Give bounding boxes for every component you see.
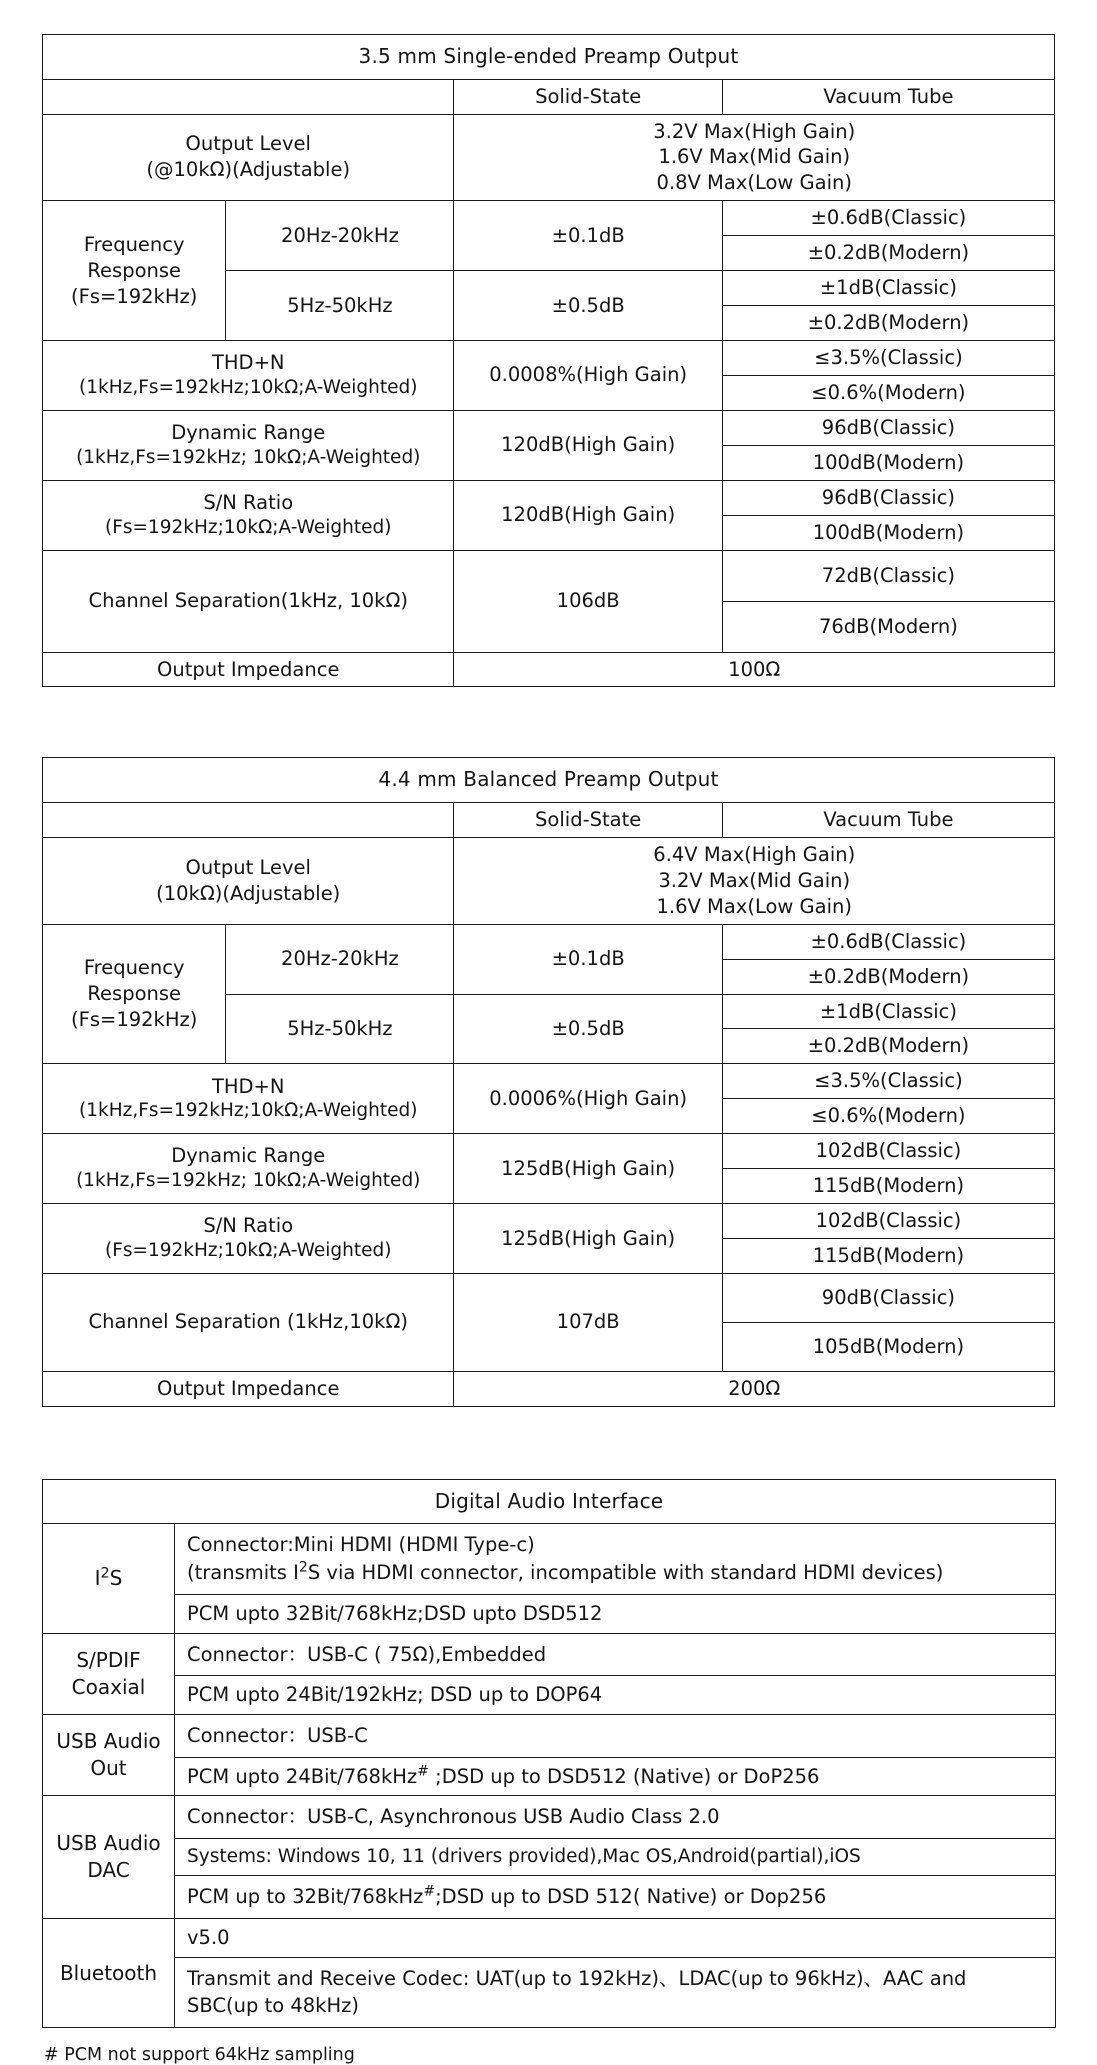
thdn-tube-classic: ≤3.5%(Classic) (722, 1064, 1054, 1099)
thdn-tube-modern: ≤0.6%(Modern) (722, 375, 1054, 410)
usb-audio-out-formats-superscript: # (417, 1763, 429, 1780)
output-level-low-gain: 1.6V Max(Low Gain) (656, 894, 852, 918)
channel-separation-tube-modern: 76dB(Modern) (722, 601, 1054, 652)
sn-ratio-tube-modern: 100dB(Modern) (722, 515, 1054, 550)
usb-audio-dac-connector: Connector：USB-C, Asynchronous USB Audio Class 2.0 (175, 1796, 1056, 1839)
table-row-frequency-response-band1-classic (43, 201, 1055, 236)
spdif-label-line2: Coaxial (71, 1674, 146, 1699)
i2s-label-superscript: 2 (100, 1565, 110, 1582)
i2s-connector-line2-superscript: 2 (298, 1559, 308, 1576)
usb-audio-dac-formats-pre: PCM up to 32Bit/768kHz (187, 1885, 424, 1909)
sn-ratio-label-line1: S/N Ratio (203, 1214, 294, 1238)
table-row-channel-separation-classic (43, 1273, 1055, 1322)
frequency-response-label-line2: Response (87, 982, 182, 1006)
dynamic-range-solid-state: 120dB(High Gain) (454, 410, 722, 480)
table-row-thdn-classic (43, 340, 1055, 375)
usb-audio-dac-systems: Systems: Windows 10, 11 (drivers provided),Mac OS,Android(partial),iOS (175, 1838, 1056, 1875)
table-row-spdif-connector (43, 1633, 1056, 1676)
output-level-label-line1: Output Level (185, 855, 311, 879)
usb-audio-out-formats-pre: PCM upto 24Bit/768kHz (187, 1764, 418, 1788)
output-level-mid-gain: 1.6V Max(Mid Gain) (658, 145, 851, 169)
channel-separation-tube-modern: 105dB(Modern) (722, 1322, 1054, 1371)
bluetooth-codec-cell (175, 1957, 1056, 2027)
i2s-label-suffix: S (109, 1566, 123, 1591)
frequency-band-2-tube-classic: ±1dB(Classic) (722, 271, 1054, 306)
frequency-band-1: 20Hz-20kHz (226, 201, 454, 271)
row-label-output-level (43, 837, 454, 924)
column-header-vacuum-tube: Vacuum Tube (722, 803, 1054, 838)
dynamic-range-tube-modern: 115dB(Modern) (722, 1169, 1054, 1204)
row-label-sn-ratio (43, 1204, 454, 1274)
usb-audio-dac-label-line1: USB Audio (56, 1831, 161, 1856)
output-level-label-line2: (@10kΩ)(Adjustable) (146, 158, 351, 182)
sn-ratio-tube-modern: 115dB(Modern) (722, 1239, 1054, 1274)
table-row-usb-audio-out-formats (43, 1757, 1056, 1796)
table-row-output-impedance (43, 652, 1055, 687)
frequency-response-label-line3: (Fs=192kHz) (71, 1008, 198, 1031)
i2s-connector-cell (175, 1524, 1056, 1594)
i2s-formats: PCM upto 32Bit/768kHz;DSD upto DSD512 (175, 1594, 1056, 1633)
frequency-band-1-solid-state: ±0.1dB (454, 201, 722, 271)
table-balanced-preamp-output (42, 757, 1055, 1406)
table-single-ended-preamp-output (42, 34, 1055, 687)
frequency-band-2: 5Hz-50kHz (226, 994, 454, 1064)
frequency-band-2-solid-state: ±0.5dB (454, 271, 722, 341)
dynamic-range-label-line2: (1kHz,Fs=192kHz; 10kΩ;A-Weighted) (76, 446, 421, 468)
frequency-band-2-tube-modern: ±0.2dB(Modern) (722, 1029, 1054, 1064)
row-label-dynamic-range (43, 410, 454, 480)
output-level-high-gain: 6.4V Max(High Gain) (653, 842, 856, 866)
bluetooth-codec-line1: Transmit and Receive Codec: UAT(up to 192kHz)、LDAC(up to 96kHz)、AAC and (187, 1966, 967, 1990)
dynamic-range-tube-modern: 100dB(Modern) (722, 445, 1054, 480)
i2s-connector-line2-pre: (transmits I (187, 1561, 299, 1585)
bluetooth-version: v5.0 (175, 1918, 1056, 1957)
channel-separation-tube-classic: 72dB(Classic) (722, 550, 1054, 601)
usb-audio-dac-formats-superscript: # (423, 1883, 436, 1900)
frequency-band-2-solid-state: ±0.5dB (454, 994, 722, 1064)
column-header-vacuum-tube: Vacuum Tube (722, 79, 1054, 114)
output-level-values (454, 114, 1055, 201)
thdn-label-line2: (1kHz,Fs=192kHz;10kΩ;A-Weighted) (79, 377, 418, 399)
usb-audio-out-connector: Connector：USB-C (175, 1714, 1056, 1757)
table-row-spdif-formats (43, 1676, 1056, 1715)
sn-ratio-solid-state: 120dB(High Gain) (454, 480, 722, 550)
row-label-output-impedance: Output Impedance (43, 652, 454, 687)
bluetooth-codec-line2: SBC(up to 48kHz) (187, 1994, 359, 2018)
table-row-sn-ratio-classic (43, 480, 1055, 515)
row-label-usb-audio-dac (43, 1796, 175, 1919)
frequency-band-2-tube-classic: ±1dB(Classic) (722, 994, 1054, 1029)
table-row-output-level (43, 114, 1055, 201)
frequency-band-1-tube-classic: ±0.6dB(Classic) (722, 924, 1054, 959)
frequency-band-2: 5Hz-50kHz (226, 271, 454, 341)
table-row-channel-separation-classic (43, 550, 1055, 601)
section-spacer-1 (42, 687, 1061, 757)
table-title: 3.5 mm Single-ended Preamp Output (43, 35, 1055, 80)
usb-audio-out-label-line1: USB Audio (56, 1729, 161, 1754)
table-row-bluetooth-codec (43, 1957, 1056, 2027)
usb-audio-out-formats (175, 1757, 1056, 1796)
row-label-output-level (43, 114, 454, 201)
sn-ratio-label-line2: (Fs=192kHz;10kΩ;A-Weighted) (104, 1240, 392, 1262)
table-row-i2s-connector (43, 1524, 1056, 1594)
table-row-column-headers (43, 803, 1055, 838)
column-header-blank (43, 79, 454, 114)
i2s-connector-line1: Connector:Mini HDMI (HDMI Type-c) (187, 1533, 535, 1557)
frequency-band-1-tube-classic: ±0.6dB(Classic) (722, 201, 1054, 236)
frequency-response-label-line3: (Fs=192kHz) (71, 284, 198, 308)
table-row-frequency-response-band1-classic (43, 924, 1055, 959)
row-label-bluetooth: Bluetooth (43, 1918, 175, 2027)
row-label-spdif-coaxial (43, 1633, 175, 1714)
thdn-solid-state: 0.0006%(High Gain) (454, 1064, 722, 1134)
column-header-solid-state: Solid-State (454, 803, 722, 838)
row-label-thdn (43, 340, 454, 410)
thdn-solid-state: 0.0008%(High Gain) (454, 340, 722, 410)
table-row-title (43, 35, 1055, 80)
channel-separation-tube-classic: 90dB(Classic) (722, 1273, 1054, 1322)
row-label-output-impedance: Output Impedance (43, 1371, 454, 1406)
usb-audio-out-formats-post: ;DSD up to DSD512 (Native) or DoP256 (428, 1764, 820, 1788)
dynamic-range-tube-classic: 102dB(Classic) (722, 1134, 1054, 1169)
table-row-usb-audio-dac-connector (43, 1796, 1056, 1839)
table-row-output-level (43, 837, 1055, 924)
table-row-dynamic-range-classic (43, 1134, 1055, 1169)
row-label-i2s (43, 1524, 175, 1633)
sn-ratio-solid-state: 125dB(High Gain) (454, 1204, 722, 1274)
row-label-frequency-response (43, 924, 226, 1064)
table-row-i2s-formats (43, 1594, 1056, 1633)
row-label-sn-ratio (43, 480, 454, 550)
column-header-solid-state: Solid-State (454, 79, 722, 114)
table-row-dynamic-range-classic (43, 410, 1055, 445)
thdn-tube-modern: ≤0.6%(Modern) (722, 1099, 1054, 1134)
output-level-label-line1: Output Level (185, 132, 311, 156)
row-label-channel-separation: Channel Separation (1kHz,10kΩ) (43, 1273, 454, 1371)
table-row-usb-audio-dac-formats (43, 1876, 1056, 1919)
output-level-high-gain: 3.2V Max(High Gain) (653, 119, 856, 143)
frequency-band-2-tube-modern: ±0.2dB(Modern) (722, 306, 1054, 341)
usb-audio-dac-label-line2: DAC (87, 1858, 130, 1883)
sn-ratio-tube-classic: 96dB(Classic) (722, 480, 1054, 515)
row-label-dynamic-range (43, 1134, 454, 1204)
table-row-thdn-classic (43, 1064, 1055, 1099)
spdif-connector: Connector：USB-C ( 75Ω),Embedded (175, 1633, 1056, 1676)
table-title: Digital Audio Interface (43, 1479, 1056, 1524)
thdn-tube-classic: ≤3.5%(Classic) (722, 340, 1054, 375)
spdif-label-line1: S/PDIF (76, 1648, 141, 1673)
output-impedance-value: 100Ω (454, 652, 1055, 687)
i2s-connector-line2 (187, 1559, 1049, 1587)
frequency-response-label-line1: Frequency (83, 232, 185, 256)
table-title: 4.4 mm Balanced Preamp Output (43, 758, 1055, 803)
usb-audio-out-label-line2: Out (90, 1756, 127, 1781)
i2s-label-prefix: I (94, 1566, 101, 1591)
table-digital-audio-interface (42, 1479, 1056, 2028)
table-row-column-headers (43, 79, 1055, 114)
frequency-band-1-tube-modern: ±0.2dB(Modern) (722, 236, 1054, 271)
table-row-title (43, 1479, 1056, 1524)
thdn-label-line1: THD+N (211, 351, 285, 375)
frequency-band-1-solid-state: ±0.1dB (454, 924, 722, 994)
table-row-sn-ratio-classic (43, 1204, 1055, 1239)
usb-audio-dac-formats-post: ;DSD up to DSD 512( Native) or Dop256 (435, 1885, 827, 1909)
column-header-blank (43, 803, 454, 838)
dynamic-range-label-line1: Dynamic Range (171, 420, 326, 444)
frequency-response-label-line1: Frequency (83, 956, 185, 980)
dynamic-range-label-line2: (1kHz,Fs=192kHz; 10kΩ;A-Weighted) (76, 1170, 421, 1192)
sn-ratio-label-line1: S/N Ratio (203, 490, 294, 514)
usb-audio-dac-formats (175, 1876, 1056, 1919)
row-label-thdn (43, 1064, 454, 1134)
frequency-band-1-tube-modern: ±0.2dB(Modern) (722, 959, 1054, 994)
row-label-usb-audio-out (43, 1714, 175, 1795)
table-row-usb-audio-out-connector (43, 1714, 1056, 1757)
output-level-low-gain: 0.8V Max(Low Gain) (656, 171, 852, 195)
spdif-formats: PCM upto 24Bit/192kHz; DSD up to DOP64 (175, 1676, 1056, 1715)
i2s-connector-line2-post: S via HDMI connector, incompatible with standard HDMI devices) (307, 1561, 944, 1585)
thdn-label-line1: THD+N (211, 1074, 285, 1098)
output-level-label-line2: (10kΩ)(Adjustable) (156, 881, 341, 905)
output-impedance-value: 200Ω (454, 1371, 1055, 1406)
table-row-output-impedance (43, 1371, 1055, 1406)
dynamic-range-solid-state: 125dB(High Gain) (454, 1134, 722, 1204)
output-level-values (454, 837, 1055, 924)
frequency-response-label-line2: Response (87, 258, 182, 282)
channel-separation-solid-state: 107dB (454, 1273, 722, 1371)
table-row-title (43, 758, 1055, 803)
table-row-bluetooth-version (43, 1918, 1056, 1957)
frequency-band-1: 20Hz-20kHz (226, 924, 454, 994)
row-label-channel-separation: Channel Separation(1kHz, 10kΩ) (43, 550, 454, 652)
table-row-usb-audio-dac-systems (43, 1838, 1056, 1875)
section-spacer-2 (42, 1407, 1061, 1479)
output-level-mid-gain: 3.2V Max(Mid Gain) (658, 868, 851, 892)
thdn-label-line2: (1kHz,Fs=192kHz;10kΩ;A-Weighted) (79, 1100, 418, 1122)
footnote: # PCM not support 64kHz sampling (44, 2044, 355, 2065)
dynamic-range-tube-classic: 96dB(Classic) (722, 410, 1054, 445)
dynamic-range-label-line1: Dynamic Range (171, 1144, 326, 1168)
sn-ratio-tube-classic: 102dB(Classic) (722, 1204, 1054, 1239)
row-label-frequency-response (43, 201, 226, 341)
sn-ratio-label-line2: (Fs=192kHz;10kΩ;A-Weighted) (105, 516, 392, 538)
channel-separation-solid-state: 106dB (454, 550, 722, 652)
